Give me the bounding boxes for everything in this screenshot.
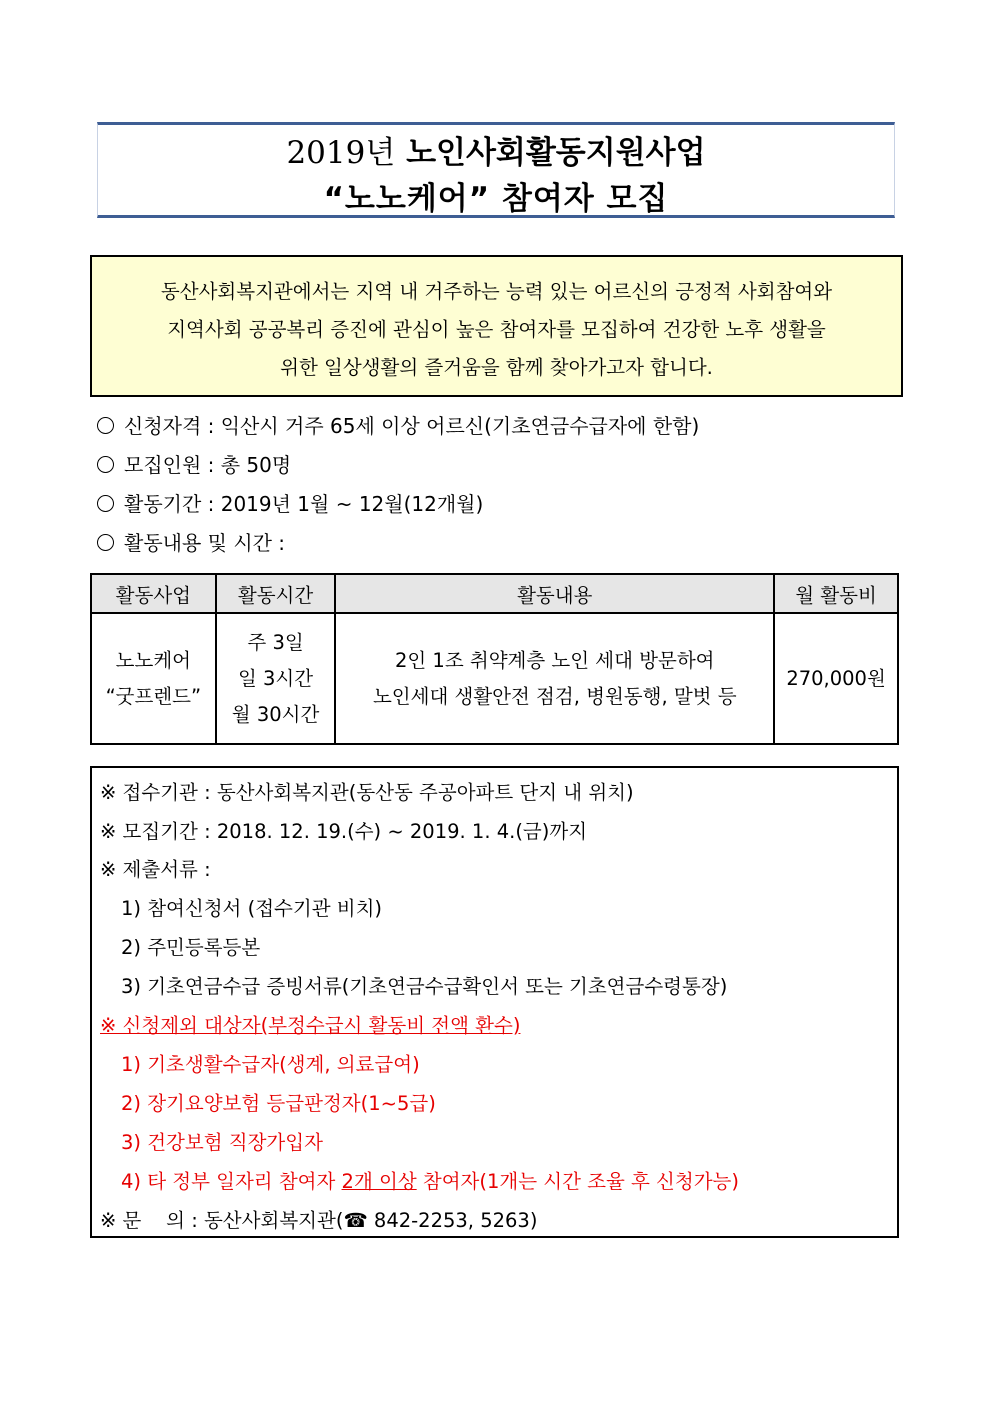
excluded-4-underlined: 2개 이상 <box>341 1170 417 1193</box>
notice-excluded-4 <box>121 1166 739 1194</box>
table-row <box>91 613 898 744</box>
info-activity-period-text: 활동기간 : 2019년 1월 ~ 12월(12개월) <box>124 492 484 516</box>
notice-contact: ※ 문 의 : 동산사회복지관(☎ 842-2253, 5263) <box>100 1209 538 1232</box>
intro-line-1: 동산사회복지관에서는 지역 내 거주하는 능력 있는 어르신의 긍정적 사회참여와 <box>160 280 833 303</box>
table-header-row <box>91 574 898 613</box>
intro-line-2: 지역사회 공공복리 증진에 관심이 높은 참여자를 모집하여 건강한 노후 생활을 <box>167 318 826 341</box>
notice-doc-3: 3) 기초연금수급 증빙서류(기초연금수급확인서 또는 기초연금수령통장) <box>121 975 728 998</box>
notice-doc-1: 1) 참여신청서 (접수기관 비치) <box>121 897 383 920</box>
content-line-1: 2인 1조 취약계층 노인 세대 방문하여 <box>394 648 715 672</box>
project-subname: “굿프렌드” <box>105 684 202 708</box>
cell-hours <box>216 613 336 744</box>
info-eligibility <box>97 410 699 439</box>
hours-daily: 일 3시간 <box>237 666 314 690</box>
notice-excluded-3: 3) 건강보험 직장가입자 <box>121 1131 323 1154</box>
info-eligibility-text: 신청자격 : 익산시 거주 65세 이상 어르신(기초연금수급자에 한함) <box>124 414 700 438</box>
notice-period: ※ 모집기간 : 2018. 12. 19.(수) ~ 2019. 1. 4.(금)까지 <box>100 820 588 843</box>
title-year: 2019년 <box>286 135 396 171</box>
title-line-1 <box>98 127 894 172</box>
hours-monthly: 월 30시간 <box>231 702 320 726</box>
cell-content <box>335 613 774 744</box>
activity-table <box>90 573 899 745</box>
circle-bullet-icon <box>97 417 114 434</box>
header-project: 활동사업 <box>91 574 216 613</box>
header-fee: 월 활동비 <box>774 574 898 613</box>
hours-weekly: 주 3일 <box>247 630 304 654</box>
cell-project <box>91 613 216 744</box>
notice-box <box>90 766 899 1238</box>
title-line-2: “노노케어” 참여자 모집 <box>323 181 669 217</box>
info-activity-period <box>97 488 483 517</box>
notice-excluded-title: ※ 신청제외 대상자(부정수급시 활동비 전액 환수) <box>100 1014 521 1037</box>
notice-docs-title: ※ 제출서류 : <box>100 858 211 881</box>
content-line-2: 노인세대 생활안전 점검, 병원동행, 말벗 등 <box>372 684 737 708</box>
excluded-4-after: 참여자(1개는 시간 조율 후 신청가능) <box>416 1170 740 1193</box>
cell-fee: 270,000원 <box>774 613 898 744</box>
title-box <box>97 122 895 218</box>
circle-bullet-icon <box>97 495 114 512</box>
info-recruit-count-text: 모집인원 : 총 50명 <box>124 453 292 477</box>
notice-reception: ※ 접수기관 : 동산사회복지관(동산동 주공아파트 단지 내 위치) <box>100 781 634 804</box>
circle-bullet-icon <box>97 456 114 473</box>
circle-bullet-icon <box>97 534 114 551</box>
info-activity-content <box>97 527 285 556</box>
project-name: 노노케어 <box>115 648 192 672</box>
notice-doc-2: 2) 주민등록등본 <box>121 936 261 959</box>
info-recruit-count <box>97 449 291 478</box>
header-content: 활동내용 <box>335 574 774 613</box>
excluded-4-before: 4) 타 정부 일자리 참여자 <box>121 1170 342 1193</box>
intro-box <box>90 255 903 397</box>
intro-line-3: 위한 일상생활의 즐거움을 함께 찾아가고자 합니다. <box>280 356 713 379</box>
title-program: 노인사회활동지원사업 <box>406 135 706 171</box>
header-hours: 활동시간 <box>216 574 336 613</box>
info-activity-content-text: 활동내용 및 시간 : <box>124 531 286 555</box>
notice-excluded-1: 1) 기초생활수급자(생계, 의료급여) <box>121 1053 420 1076</box>
notice-excluded-2: 2) 장기요양보험 등급판정자(1~5급) <box>121 1092 436 1115</box>
